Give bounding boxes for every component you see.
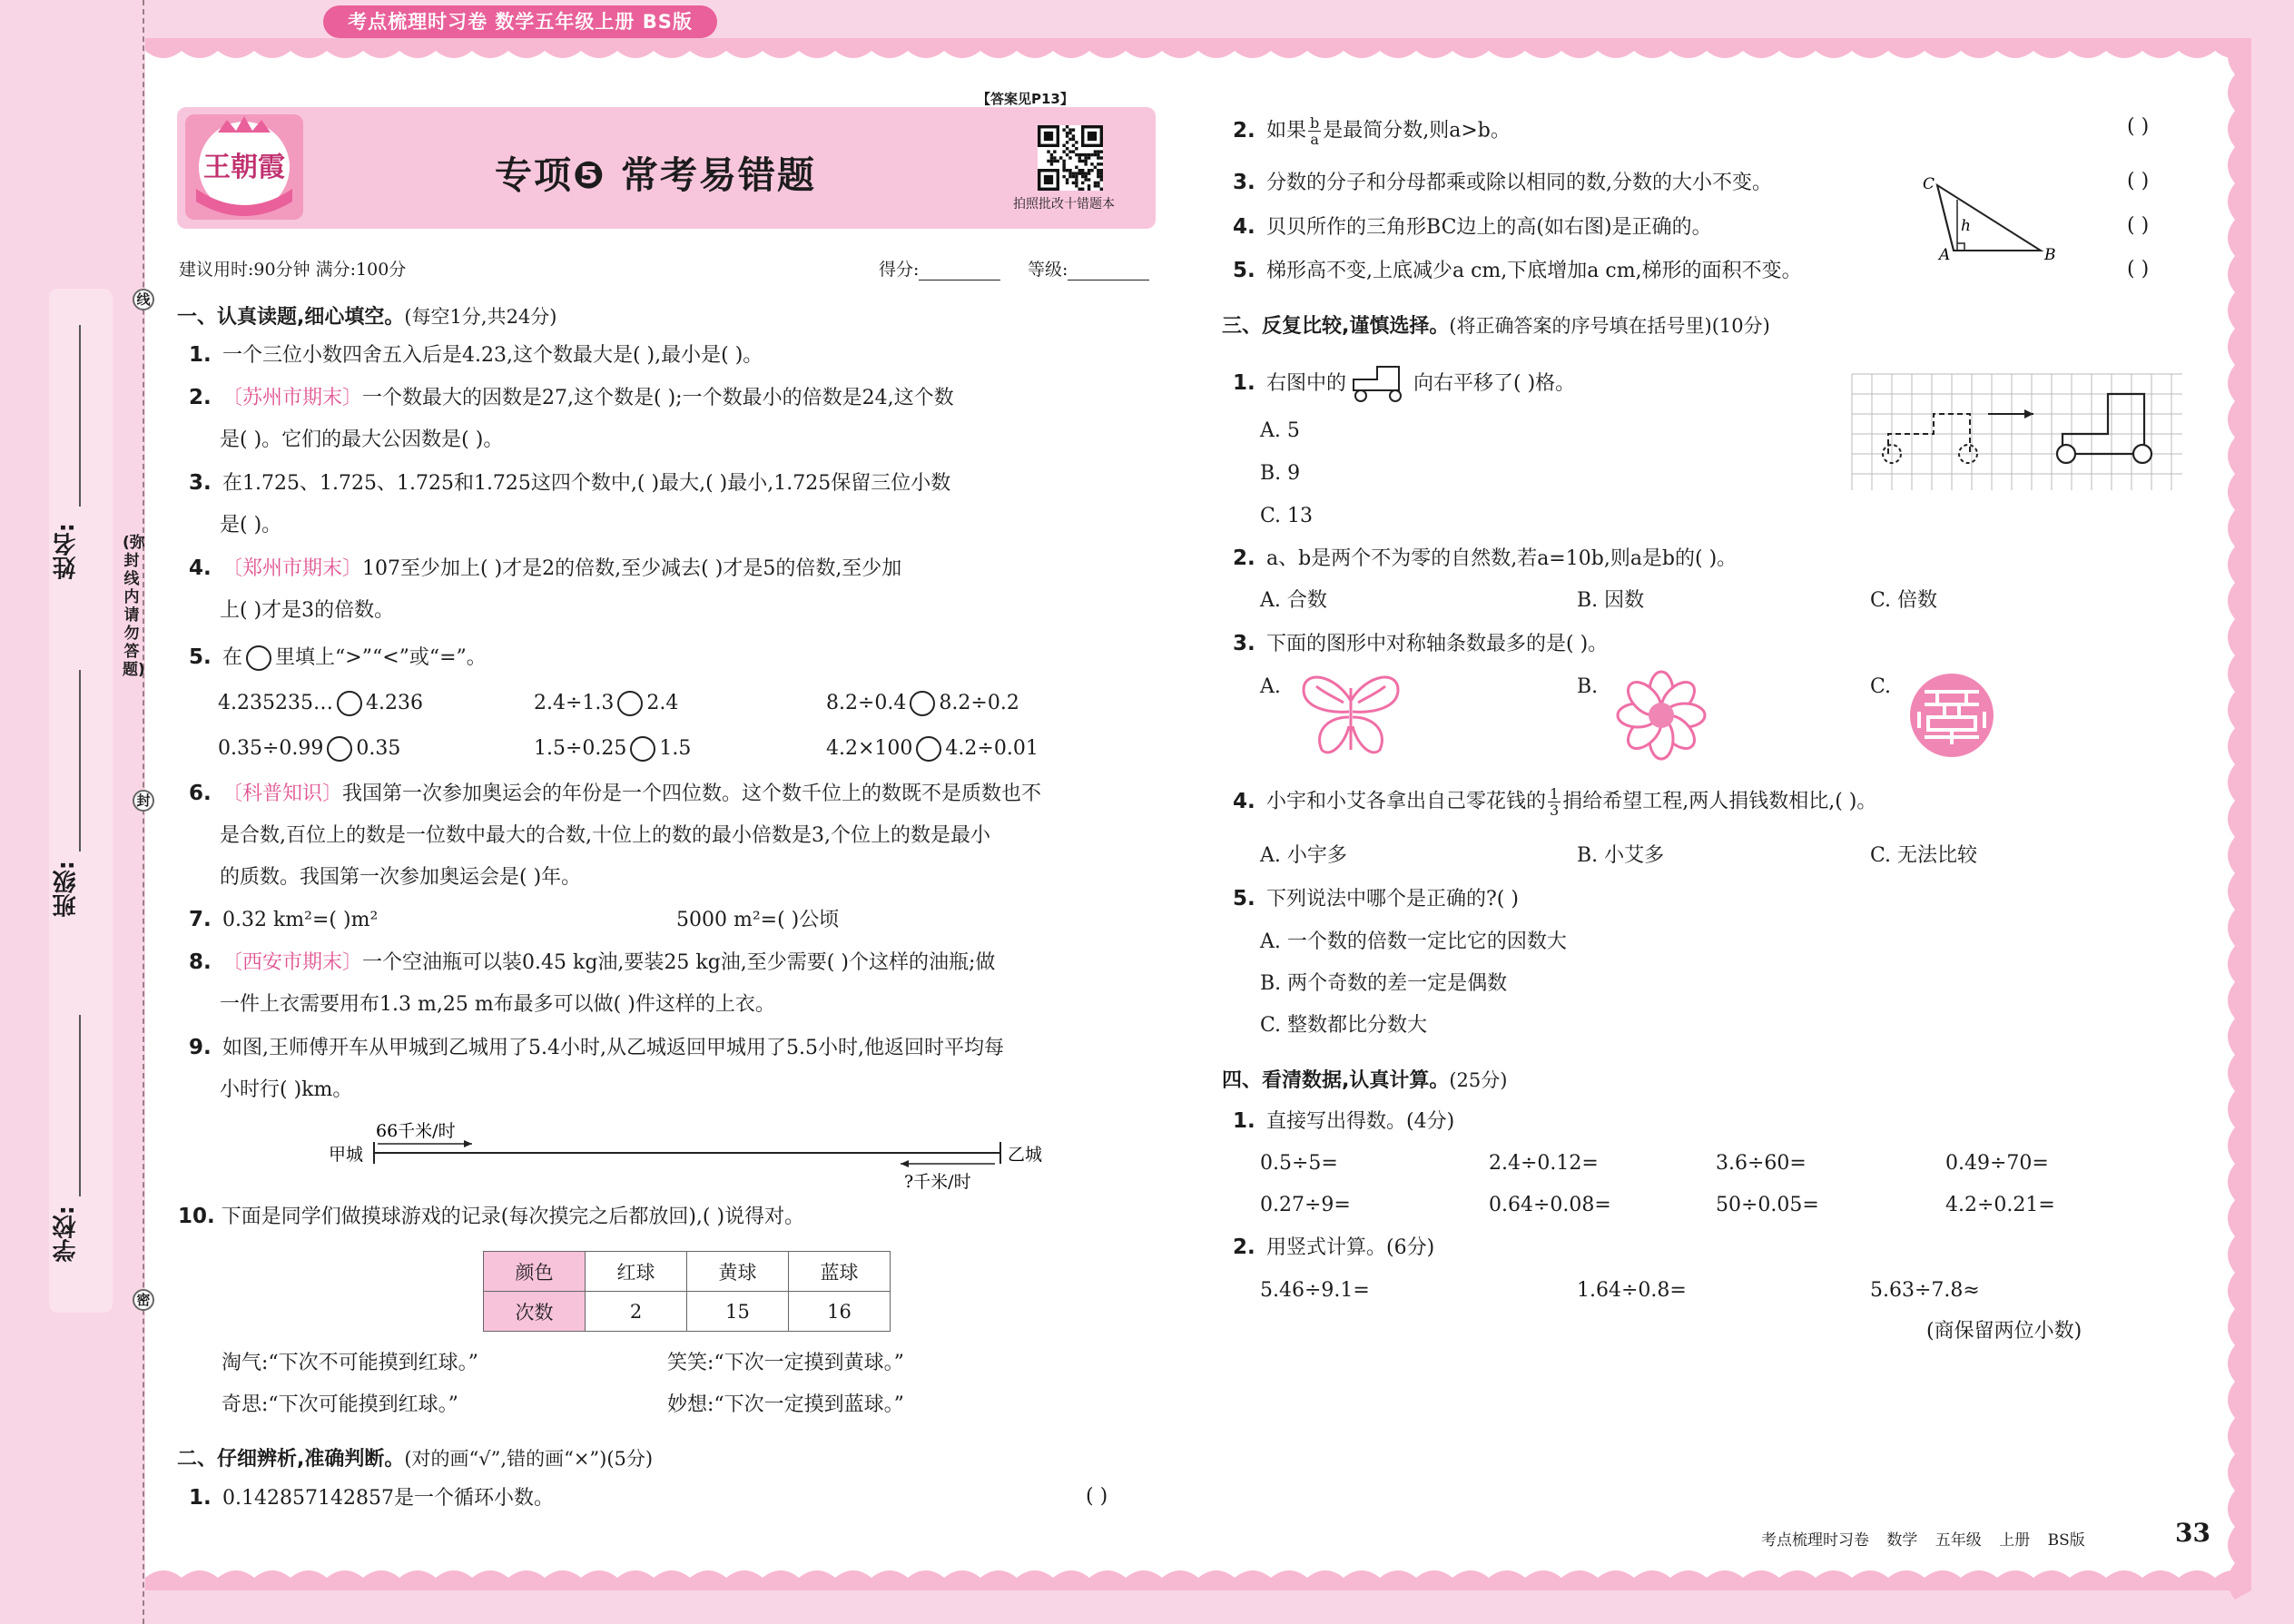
qr-module <box>1050 153 1053 156</box>
quote-qisi: 奇思:“下次可能摸到红球。” <box>222 1393 458 1416</box>
qr-module <box>1066 178 1068 181</box>
qr-module <box>1072 134 1075 137</box>
qr-module <box>1066 153 1068 156</box>
s1-question-8: 8. 〔西安市期末〕一个空油瓶可以装0.45 kg油,要装25 kg油,至少需要( )个这样的油瓶;做 <box>189 950 996 974</box>
qr-module <box>1084 160 1087 162</box>
section-3-heading: 三、反复比较,谨慎选择。(将正确答案的序号填在括号里)(10分) <box>1222 315 1770 338</box>
qr-module <box>1097 162 1099 165</box>
table-cell: 颜色 <box>484 1252 586 1292</box>
qr-module <box>1097 169 1099 172</box>
answer-circle[interactable] <box>337 691 362 716</box>
section-1-heading: 一、认真读题,细心填空。(每空1分,共24分) <box>177 306 557 329</box>
score-label: 得分: <box>879 260 920 280</box>
compare-item-4: 0.35÷0.99 0.35 <box>218 737 401 760</box>
qr-module <box>1068 128 1071 131</box>
height-label: h <box>1961 217 1971 235</box>
quote-xiaoxiao: 笑笑:“下次一定摸到黄球。” <box>667 1352 904 1374</box>
qr-module <box>1075 147 1078 150</box>
qr-module <box>1100 172 1103 174</box>
s2-question-3: 3. 分数的分子和分母都乘或除以相同的数,分数的大小不变。 <box>1233 171 1772 194</box>
table-row <box>484 1292 891 1332</box>
s3-question-2: 2. a、b是两个不为零的自然数,若a=10b,则a是b的( )。 <box>1233 546 1738 570</box>
s1-question-4: 4. 〔郑州市期末〕107至少加上( )才是2的倍数,至少减去( )才是5的倍数,至少加 <box>189 556 902 580</box>
name-blank <box>79 325 81 507</box>
qr-module <box>1068 172 1071 174</box>
qr-module <box>1097 156 1099 159</box>
answer-paren[interactable]: ( ) <box>2127 214 2150 237</box>
answer-reference: 【答案见P13】 <box>977 91 1074 107</box>
qr-module <box>1075 141 1078 143</box>
quote-miaoxiang: 妙想:“下次一定摸到蓝球。” <box>667 1393 904 1416</box>
qr-module <box>1081 175 1084 178</box>
ball-record-table <box>483 1251 891 1332</box>
qr-code[interactable] <box>1038 125 1103 191</box>
answer-paren[interactable]: ( ) <box>2127 258 2150 281</box>
qr-module <box>1081 182 1084 184</box>
binding-note: (弥封线内请勿答题) <box>123 534 145 679</box>
qr-module <box>1100 169 1103 172</box>
quote-taoqi: 淘气:“下次不可能摸到红球。” <box>222 1352 478 1374</box>
qr-module <box>1081 153 1084 156</box>
s1-question-5: 5. 在 里填上“>”“<”或“=”。 <box>189 645 487 669</box>
qr-module <box>1078 160 1081 162</box>
calc-item: 4.2÷0.21= <box>1945 1194 2055 1216</box>
qr-module <box>1068 132 1071 134</box>
grade-label: 等级: <box>1028 260 1068 280</box>
qr-module <box>1062 150 1065 153</box>
s1-question-6-cont1: 是合数,百位上的数是一位数中最大的合数,十位上的数的最小倍数是3,个位上的数是最小 <box>220 824 990 847</box>
qr-module <box>1094 166 1097 169</box>
s4-question-1: 1. 直接写出得数。(4分) <box>1233 1109 1455 1133</box>
compare-item-1: 4.235235… 4.236 <box>218 692 423 714</box>
qr-finder <box>1044 132 1053 141</box>
time-and-full-score: 建议用时:90分钟 满分:100分 <box>179 260 407 280</box>
vertex-c: C <box>1923 175 1935 193</box>
top-wavy-border <box>145 38 2251 69</box>
table-cell: 蓝球 <box>789 1252 891 1292</box>
vertical-calc-item: 5.63÷7.8≈ <box>1870 1279 1980 1302</box>
qr-module <box>1081 172 1084 174</box>
distance-diagram <box>323 1118 1049 1191</box>
s3-q4-option-a[interactable]: A. 小宇多 <box>1260 844 1347 867</box>
qr-module <box>1097 184 1099 187</box>
page-footer: 考点梳理时习卷 数学 五年级 上册 BS版 <box>1761 1531 2085 1550</box>
qr-module <box>1062 169 1065 172</box>
qr-module <box>1066 134 1068 137</box>
qr-module <box>1047 160 1049 162</box>
city-a-label: 甲城 <box>329 1145 364 1165</box>
s3-q3-option-b[interactable]: B. <box>1577 675 1599 698</box>
qr-module <box>1053 160 1056 162</box>
answer-circle[interactable] <box>617 691 643 716</box>
score-field[interactable] <box>879 256 1000 281</box>
qr-module <box>1075 153 1078 156</box>
s1-question-8-cont: 一件上衣需要用布1.3 m,25 m布最多可以做( )件这样的上衣。 <box>220 993 775 1016</box>
qr-module <box>1090 162 1093 165</box>
answer-circle[interactable] <box>327 736 352 762</box>
qr-module <box>1068 150 1071 153</box>
s3-q2-option-a[interactable]: A. 合数 <box>1260 589 1327 612</box>
answer-circle[interactable] <box>916 736 941 762</box>
s4-question-2: 2. 用竖式计算。(6分) <box>1233 1235 1435 1259</box>
class-label: 班级: <box>53 861 80 918</box>
publisher-logo <box>182 111 307 223</box>
qr-module <box>1088 172 1090 174</box>
s3-q3-option-a[interactable]: A. <box>1260 675 1281 698</box>
qr-module <box>1097 150 1099 153</box>
compare-circle <box>246 645 271 671</box>
s1-question-9: 9. 如图,王师傅开车从甲城到乙城用了5.4小时,从乙城返回甲城用了5.5小时,他返回时平均每 <box>189 1036 1004 1059</box>
flower-center <box>1649 703 1674 728</box>
table-cell: 红球 <box>586 1252 687 1292</box>
s1-question-6-cont2: 的质数。我国第一次参加奥运会是( )年。 <box>220 866 582 889</box>
rounding-note: (商保留两位小数) <box>1926 1320 2082 1343</box>
fraction-b-over-a: $\frac{b}{a}$ <box>1310 114 1320 148</box>
calc-item: 0.27÷9= <box>1260 1194 1351 1216</box>
qr-module <box>1078 156 1081 159</box>
qr-module <box>1057 160 1059 162</box>
qr-module <box>1078 172 1081 174</box>
qr-module <box>1072 172 1075 174</box>
qr-module <box>1090 169 1093 172</box>
qr-module <box>1094 153 1097 156</box>
cart-icon <box>1350 363 1410 405</box>
s3-q2-option-b[interactable]: B. 因数 <box>1577 589 1645 612</box>
qr-module <box>1047 150 1049 153</box>
qr-module <box>1075 166 1078 169</box>
s1-question-6: 6. 〔科普知识〕我国第一次参加奥运会的年份是一个四位数。这个数千位上的数既不是质数也不 <box>189 782 1042 805</box>
calc-item: 0.64÷0.08= <box>1489 1194 1611 1216</box>
s1-question-3: 3. 在1.725、1.725、1.725和1.725这四个数中,( )最大,( )最小,1.725保留三位小数 <box>189 471 951 495</box>
qr-module <box>1084 175 1087 178</box>
qr-module <box>1050 156 1053 159</box>
table-cell: 15 <box>687 1292 789 1332</box>
qr-module <box>1081 169 1084 172</box>
page-number: 33 <box>2175 1518 2210 1548</box>
qr-module <box>1062 144 1065 147</box>
cut-char-secret: 密 <box>133 1289 154 1311</box>
name-label: 姓名: <box>53 523 80 580</box>
answer-circle[interactable] <box>910 691 935 716</box>
qr-module <box>1072 128 1075 131</box>
city-b-label: 乙城 <box>1008 1145 1043 1165</box>
s2-question-2: 2. 如果 $\frac{b}{a}$ 是最简分数,则a>b。 <box>1233 114 1511 148</box>
section-4-heading: 四、看清数据,认真计算。(25分) <box>1222 1069 1508 1092</box>
qr-module <box>1097 182 1099 184</box>
qr-module <box>1062 175 1065 178</box>
s3-q4-option-b[interactable]: B. 小艾多 <box>1577 844 1665 867</box>
grade-field[interactable] <box>1028 256 1149 281</box>
cut-char-line: 线 <box>133 289 154 310</box>
qr-module <box>1097 175 1099 178</box>
qr-module <box>1094 182 1097 184</box>
qr-module <box>1062 160 1065 162</box>
qr-module <box>1066 132 1068 134</box>
answer-paren[interactable]: ( ) <box>2127 115 2150 138</box>
qr-module <box>1084 156 1087 159</box>
answer-paren[interactable]: ( ) <box>2127 170 2150 192</box>
s1-question-2: 2. 〔苏州市期末〕一个数最大的因数是27,这个数是( );一个数最小的倍数是24,这个数 <box>189 386 954 409</box>
s3-q4-option-c[interactable]: C. 无法比较 <box>1870 844 1978 867</box>
class-blank <box>79 670 81 851</box>
qr-module <box>1050 162 1053 165</box>
qr-module <box>1084 178 1087 181</box>
student-info-strip <box>49 289 113 1313</box>
s1-question-4-cont: 上( )才是3的倍数。 <box>220 599 395 622</box>
qr-module <box>1090 153 1093 156</box>
cut-line <box>143 0 144 1624</box>
chinese-knot-icon <box>1906 670 1997 761</box>
bottom-wavy-border <box>145 1560 2251 1590</box>
qr-module <box>1075 172 1078 174</box>
qr-module <box>1100 188 1103 191</box>
qr-module <box>1068 138 1071 141</box>
triangle-height-figure <box>1917 172 2056 264</box>
compare-item-3: 8.2÷0.4 8.2÷0.2 <box>826 692 1019 714</box>
qr-module <box>1084 162 1087 165</box>
s2-question-1: 1. 0.142857142857是一个循环小数。 <box>189 1486 554 1510</box>
s1-question-10: 10. 下面是同学们做摸球游戏的记录(每次摸完之后都放回),( )说得对。 <box>178 1205 805 1228</box>
s3-q1-option-a[interactable]: A. 5 <box>1260 419 1300 442</box>
s1-question-3-cont: 是( )。 <box>220 514 282 536</box>
qr-module <box>1066 147 1068 150</box>
qr-module <box>1072 144 1075 147</box>
qr-module <box>1100 156 1103 159</box>
qr-module <box>1066 169 1068 172</box>
qr-module <box>1072 138 1075 141</box>
s3-q1-option-c[interactable]: C. 13 <box>1260 505 1314 527</box>
qr-module <box>1068 169 1071 172</box>
qr-module <box>1100 178 1103 181</box>
s1-question-9-cont: 小时行( )km。 <box>220 1078 353 1101</box>
calc-item: 0.5÷5= <box>1260 1152 1338 1175</box>
qr-module <box>1066 125 1068 128</box>
s1-question-1: 1. 一个三位小数四舍五入后是4.23,这个数最大是( ),最小是( )。 <box>189 343 763 367</box>
s3-q1-option-b[interactable]: B. 9 <box>1260 462 1301 485</box>
qr-module <box>1062 162 1065 165</box>
qr-finder <box>1088 132 1097 141</box>
compare-item-5: 1.5÷0.25 1.5 <box>534 737 692 760</box>
qr-module <box>1088 169 1090 172</box>
vertex-b: B <box>2044 246 2056 264</box>
flower-icon <box>1616 670 1707 761</box>
s1-question-2-cont: 是( )。它们的最大公因数是( )。 <box>220 428 504 451</box>
qr-module <box>1097 153 1099 156</box>
logo-text: 王朝霞 <box>203 152 285 183</box>
compare-item-6: 4.2×100 4.2÷0.01 <box>826 737 1039 760</box>
series-header-tab: 考点梳理时习卷 数学五年级上册 BS版 <box>323 5 717 38</box>
qr-module <box>1078 153 1081 156</box>
table-cell: 2 <box>586 1292 687 1332</box>
qr-module <box>1094 184 1097 187</box>
qr-caption: 拍照批改十错题本 <box>1013 197 1115 212</box>
s2-question-5: 5. 梯形高不变,上底减少a cm,下底增加a cm,梯形的面积不变。 <box>1233 259 1802 282</box>
qr-module <box>1053 150 1056 153</box>
s3-q5-option-a[interactable]: A. 一个数的倍数一定比它的因数大 <box>1260 930 1567 953</box>
qr-module <box>1062 166 1065 169</box>
butterfly-icon <box>1298 670 1403 761</box>
table-cell: 黄球 <box>687 1252 789 1292</box>
qr-module <box>1053 156 1056 159</box>
qr-module <box>1075 182 1078 184</box>
translation-grid-figure <box>1852 374 2184 492</box>
qr-module <box>1088 188 1090 191</box>
s2-question-4: 4. 贝贝所作的三角形BC边上的高(如右图)是正确的。 <box>1233 215 1712 239</box>
qr-module <box>1075 184 1078 187</box>
page-title: 专项❺ 常考易错题 <box>495 153 816 197</box>
qr-module <box>1088 178 1090 181</box>
qr-module <box>1050 160 1053 162</box>
calc-item: 0.49÷70= <box>1945 1152 2049 1175</box>
s3-q5-option-b[interactable]: B. 两个奇数的差一定是偶数 <box>1260 972 1508 995</box>
qr-module <box>1088 184 1090 187</box>
speed-return-label: ?千米/时 <box>904 1172 971 1192</box>
section-2-heading: 二、仔细辨析,准确判断。(对的画“√”,错的画“×”)(5分) <box>177 1448 654 1471</box>
s3-q2-option-c[interactable]: C. 倍数 <box>1870 589 1938 612</box>
table-cell: 16 <box>789 1292 891 1332</box>
qr-module <box>1059 156 1062 159</box>
qr-module <box>1081 160 1084 162</box>
school-label: 学校: <box>53 1206 80 1263</box>
qr-module <box>1097 172 1099 174</box>
qr-module <box>1066 182 1068 184</box>
s3-question-1: 1. 右图中的 向右平移了( )格。 <box>1233 363 1575 405</box>
qr-module <box>1075 178 1078 181</box>
qr-module <box>1088 156 1090 159</box>
score-blank[interactable] <box>919 260 1000 281</box>
s3-q3-option-c[interactable]: C. <box>1870 675 1892 698</box>
qr-module <box>1068 156 1071 159</box>
cut-char-seal: 封 <box>133 790 154 812</box>
calc-item: 2.4÷0.12= <box>1489 1152 1599 1175</box>
qr-module <box>1078 169 1081 172</box>
fraction-one-third: $\frac{1}{3}$ <box>1550 785 1560 819</box>
s1-question-7b: 5000 m²=( )公顷 <box>676 909 840 931</box>
qr-module <box>1100 162 1103 165</box>
qr-module <box>1072 150 1075 153</box>
qr-module <box>1062 128 1065 131</box>
qr-module <box>1072 175 1075 178</box>
s3-question-5: 5. 下列说法中哪个是正确的?( ) <box>1233 887 1519 910</box>
school-blank <box>79 1015 81 1196</box>
qr-module <box>1081 188 1084 191</box>
calc-item: 3.6÷60= <box>1716 1152 1807 1175</box>
qr-module <box>1075 175 1078 178</box>
vertex-a: A <box>1939 246 1951 264</box>
qr-module <box>1094 150 1097 153</box>
qr-module <box>1100 175 1103 178</box>
right-wavy-border <box>2217 38 2251 1590</box>
answer-paren[interactable]: ( ) <box>1086 1485 1108 1508</box>
qr-module <box>1084 153 1087 156</box>
answer-circle[interactable] <box>630 736 655 762</box>
qr-module <box>1088 153 1090 156</box>
s1-question-7a: 7. 0.32 km²=( )m² <box>189 908 379 931</box>
calc-item: 50÷0.05= <box>1716 1194 1819 1216</box>
vertical-calc-item: 5.46÷9.1= <box>1260 1279 1370 1302</box>
qr-module <box>1066 141 1068 143</box>
speed-outbound-label: 66千米/时 <box>376 1121 456 1141</box>
s3-question-3: 3. 下面的图形中对称轴条数最多的是( )。 <box>1233 632 1609 655</box>
vertical-calc-item: 1.64÷0.8= <box>1577 1279 1687 1302</box>
qr-module <box>1084 172 1087 174</box>
qr-finder <box>1044 175 1053 184</box>
table-cell: 次数 <box>484 1292 586 1332</box>
table-header-row <box>484 1252 891 1292</box>
compare-item-2: 2.4÷1.3 2.4 <box>534 692 679 714</box>
grade-blank[interactable] <box>1068 260 1149 281</box>
s3-question-4: 4. 小宇和小艾各拿出自己零花钱的 $\frac{1}{3}$ 捐给希望工程,两人捐钱数相比,( )。 <box>1233 785 1877 819</box>
qr-module <box>1078 188 1081 191</box>
s3-q5-option-c[interactable]: C. 整数都比分数大 <box>1260 1014 1428 1037</box>
qr-module <box>1100 150 1103 153</box>
qr-module <box>1072 182 1075 184</box>
qr-module <box>1068 175 1071 178</box>
